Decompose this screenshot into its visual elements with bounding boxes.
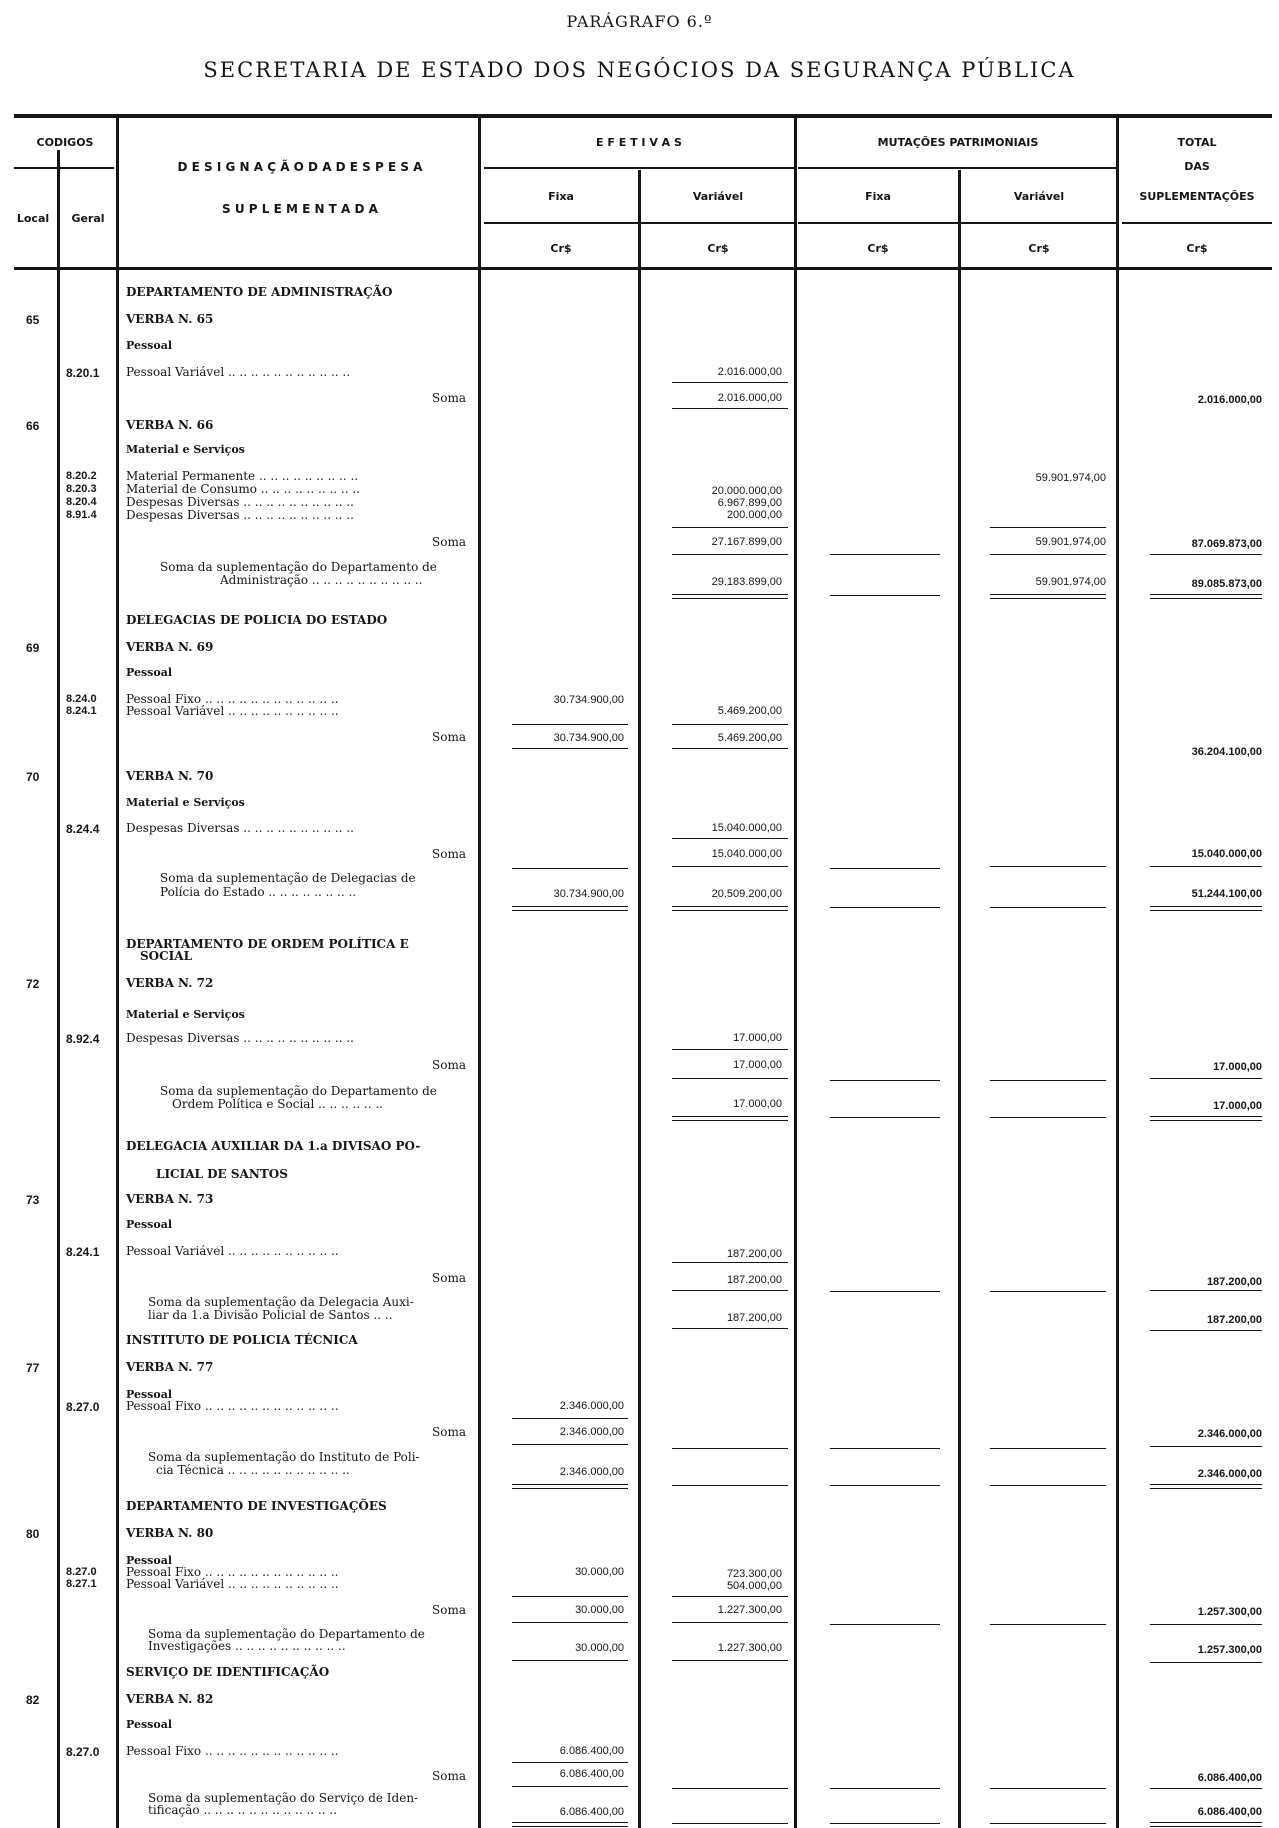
- value-mvariavel: 59.901.974,00: [1035, 576, 1106, 588]
- soma-label: Soma: [432, 1058, 466, 1072]
- geral-code: 8.27.1: [66, 1578, 97, 1590]
- geral-code: 8.27.0: [66, 1400, 100, 1414]
- paragraph-heading: PARÁGRAFO 6.º: [566, 12, 713, 31]
- subtotal-label: tificação .. .. .. .. .. .. .. .. .. .. .. ..: [148, 1803, 337, 1817]
- col-divider-fixa: [638, 170, 641, 1828]
- value-variavel: 5.469.200,00: [717, 705, 782, 717]
- currency-variavel: Cr$: [707, 242, 729, 255]
- geral-code: 8.24.1: [66, 705, 97, 717]
- value-variavel: 2.016.000,00: [717, 392, 782, 404]
- verba-heading: VERBA N. 73: [126, 1192, 214, 1206]
- value-variavel: 1.227.300,00: [717, 1604, 782, 1616]
- subtotal-label: Polícia do Estado .. .. .. .. .. .. .. ..: [160, 885, 357, 899]
- local-code: 69: [26, 641, 40, 655]
- item-label: Despesas Diversas .. .. .. .. .. .. .. .. .. ..: [126, 821, 354, 835]
- local-code: 73: [26, 1193, 40, 1207]
- category-label: Pessoal: [126, 1718, 173, 1731]
- subtotal-label: Soma da suplementação do Serviço de Iden-: [148, 1791, 419, 1805]
- value-fixa: 6.086.400,00: [559, 1806, 624, 1818]
- header-designacao-2: S U P L E M E N T A D A: [222, 202, 378, 216]
- value-variavel: 15.040.000,00: [711, 848, 782, 860]
- geral-code: 8.20.1: [66, 366, 100, 380]
- value-total: 2.346.000,00: [1197, 1428, 1262, 1440]
- header-geral: Geral: [71, 212, 105, 225]
- soma-label: Soma: [432, 1769, 466, 1783]
- geral-code: 8.92.4: [66, 1032, 100, 1046]
- section-heading: LICIAL DE SANTOS: [156, 1167, 288, 1181]
- table-header-rule: [14, 267, 1272, 270]
- item-label: Despesas Diversas .. .. .. .. .. .. .. .. .. ..: [126, 1031, 354, 1045]
- value-total: 51.244.100,00: [1191, 888, 1262, 900]
- value-mvariavel: 59.901.974,00: [1035, 536, 1106, 548]
- header-mutacoes: MUTAÇÕES PATRIMONIAIS: [877, 136, 1039, 149]
- value-fixa: 2.346.000,00: [559, 1466, 624, 1478]
- subtotal-label: Soma da suplementação do Departamento de: [160, 1084, 437, 1098]
- value-fixa: 30.000,00: [575, 1642, 624, 1654]
- category-label: Material e Serviços: [126, 1008, 245, 1021]
- soma-label: Soma: [432, 1271, 466, 1285]
- verba-heading: VERBA N. 70: [126, 769, 214, 783]
- geral-code: 8.91.4: [66, 509, 97, 521]
- col-divider-mfixa: [958, 170, 961, 1828]
- col-divider-total: [1116, 118, 1119, 1828]
- subtotal-label: cia Técnica .. .. .. .. .. .. .. .. .. .. ..: [156, 1463, 350, 1477]
- geral-code: 8.27.0: [66, 1566, 97, 1578]
- value-variavel: 17.000,00: [733, 1032, 782, 1044]
- verba-heading: VERBA N. 82: [126, 1692, 214, 1706]
- header-variavel: Variável: [692, 190, 744, 203]
- local-code: 70: [26, 770, 40, 784]
- item-label: Pessoal Fixo .. .. .. .. .. .. .. .. .. .. .. ..: [126, 1565, 339, 1579]
- value-variavel: 187.200,00: [726, 1248, 782, 1260]
- item-label: Pessoal Fixo .. .. .. .. .. .. .. .. .. .. .. ..: [126, 692, 339, 706]
- section-heading: INSTITUTO DE POLICIA TÉCNICA: [126, 1333, 358, 1347]
- value-total: 1.257.300,00: [1197, 1606, 1262, 1618]
- currency-fixa: Cr$: [550, 242, 572, 255]
- value-total: 89.085.873,00: [1191, 578, 1262, 590]
- soma-label: Soma: [432, 1425, 466, 1439]
- header-codigos: CODIGOS: [36, 136, 94, 149]
- header-total-3: SUPLEMENTAÇÕES: [1139, 190, 1255, 203]
- subtotal-label: Investigações .. .. .. .. .. .. .. .. .. ..: [148, 1639, 346, 1653]
- currency-mvariavel: Cr$: [1028, 242, 1050, 255]
- section-heading: SOCIAL: [140, 949, 193, 963]
- item-label: Despesas Diversas .. .. .. .. .. .. .. .. .. ..: [126, 495, 354, 509]
- geral-code: 8.24.0: [66, 693, 97, 705]
- verba-heading: VERBA N. 72: [126, 976, 214, 990]
- value-total: 187.200,00: [1206, 1314, 1262, 1326]
- col-divider-local: [57, 150, 60, 1828]
- subtotal-label: liar da 1.a Divisão Policial de Santos .. ..: [148, 1308, 393, 1322]
- geral-code: 8.24.4: [66, 822, 100, 836]
- value-variavel: 29.183.899,00: [711, 576, 782, 588]
- item-label: Pessoal Variável .. .. .. .. .. .. .. .. .. .. ..: [126, 365, 351, 379]
- value-variavel: 187.200,00: [726, 1274, 782, 1286]
- currency-total: Cr$: [1186, 242, 1208, 255]
- category-label: Material e Serviços: [126, 796, 245, 809]
- header-efetivas: E F E T I V A S: [596, 136, 682, 149]
- item-label: Pessoal Variável .. .. .. .. .. .. .. .. .. ..: [126, 1244, 339, 1258]
- value-variavel: 27.167.899,00: [711, 536, 782, 548]
- header-total-2: DAS: [1184, 160, 1210, 173]
- section-heading: DEPARTAMENTO DE ADMINISTRAÇÃO: [126, 285, 393, 299]
- category-label: Pessoal: [126, 666, 173, 679]
- local-code: 72: [26, 977, 40, 991]
- section-heading: DELEGACIA AUXILIAR DA 1.a DIVISAO PO-: [126, 1139, 421, 1153]
- value-total: 6.086.400,00: [1197, 1772, 1262, 1784]
- value-variavel: 1.227.300,00: [717, 1642, 782, 1654]
- col-divider-designacao: [478, 118, 481, 1828]
- item-label: Pessoal Fixo .. .. .. .. .. .. .. .. .. .. .. ..: [126, 1399, 339, 1413]
- subtotal-label: Soma da suplementação do Departamento de: [160, 560, 437, 574]
- section-heading: DELEGACIAS DE POLICIA DO ESTADO: [126, 613, 388, 627]
- subtotal-label: Soma da suplementação de Delegacias de: [160, 871, 416, 885]
- value-fixa: 2.346.000,00: [559, 1400, 624, 1412]
- geral-code: 8.20.3: [66, 483, 97, 495]
- value-fixa: 6.086.400,00: [559, 1768, 624, 1780]
- value-variavel: 723.300,00: [726, 1568, 782, 1580]
- local-code: 65: [26, 313, 40, 327]
- geral-code: 8.27.0: [66, 1745, 100, 1759]
- geral-code: 8.24.1: [66, 1245, 100, 1259]
- subtotal-label: Soma da suplementação do Departamento de: [148, 1627, 425, 1641]
- soma-label: Soma: [432, 535, 466, 549]
- value-mvariavel: 59.901.974,00: [1035, 472, 1106, 484]
- local-code: 66: [26, 419, 40, 433]
- currency-mfixa: Cr$: [867, 242, 889, 255]
- subtotal-label: Administração .. .. .. .. .. .. .. .. .. ..: [220, 573, 423, 587]
- value-variavel: 17.000,00: [733, 1059, 782, 1071]
- soma-label: Soma: [432, 391, 466, 405]
- category-label: Material e Serviços: [126, 443, 245, 456]
- value-fixa: 6.086.400,00: [559, 1745, 624, 1757]
- value-variavel: 20.509.200,00: [711, 888, 782, 900]
- geral-code: 8.20.4: [66, 496, 97, 508]
- value-total: 187.200,00: [1206, 1276, 1262, 1288]
- verba-heading: VERBA N. 66: [126, 418, 214, 432]
- value-total: 17.000,00: [1213, 1100, 1262, 1112]
- local-code: 80: [26, 1527, 40, 1541]
- item-label: Pessoal Fixo .. .. .. .. .. .. .. .. .. .. .. ..: [126, 1744, 339, 1758]
- item-label: Material Permanente .. .. .. .. .. .. .. .. ..: [126, 469, 359, 483]
- item-label: Despesas Diversas .. .. .. .. .. .. .. .. .. ..: [126, 508, 354, 522]
- value-fixa: 30.000,00: [575, 1604, 624, 1616]
- table-top-rule: [14, 114, 1272, 118]
- local-code: 77: [26, 1361, 40, 1375]
- verba-heading: VERBA N. 80: [126, 1526, 214, 1540]
- value-total: 17.000,00: [1213, 1061, 1262, 1073]
- value-variavel: 5.469.200,00: [717, 732, 782, 744]
- item-label: Pessoal Variável .. .. .. .. .. .. .. .. .. ..: [126, 1577, 339, 1591]
- value-total: 2.016.000,00: [1197, 394, 1262, 406]
- value-total: 2.346.000,00: [1197, 1468, 1262, 1480]
- subtotal-label: Ordem Política e Social .. .. .. .. .. ..: [172, 1097, 383, 1111]
- value-variavel: 200.000,00: [726, 509, 782, 521]
- value-variavel: 504.000,00: [726, 1580, 782, 1592]
- value-variavel: 17.000,00: [733, 1098, 782, 1110]
- value-fixa: 30.734.900,00: [553, 732, 624, 744]
- subtotal-label: Soma da suplementação do Instituto de Poli-: [148, 1450, 420, 1464]
- category-label: Pessoal: [126, 1218, 173, 1231]
- geral-code: 8.20.2: [66, 470, 97, 482]
- item-label: Pessoal Variável .. .. .. .. .. .. .. .. .. ..: [126, 704, 339, 718]
- section-heading: DEPARTAMENTO DE INVESTIGAÇÕES: [126, 1499, 387, 1513]
- category-label: Pessoal: [126, 1388, 173, 1401]
- value-variavel: 20.000.000,00: [711, 485, 782, 497]
- value-fixa: 30.000,00: [575, 1566, 624, 1578]
- value-fixa: 2.346.000,00: [559, 1426, 624, 1438]
- value-total: 15.040.000,00: [1191, 848, 1262, 860]
- value-total: 87.069.873,00: [1191, 538, 1262, 550]
- header-mvariavel: Variável: [1013, 190, 1065, 203]
- item-label: Material de Consumo .. .. .. .. .. .. .. .. ..: [126, 482, 360, 496]
- category-label: Pessoal: [126, 339, 173, 352]
- header-total-1: TOTAL: [1177, 136, 1217, 149]
- section-heading: DEPARTAMENTO DE ORDEM POLÍTICA E: [126, 937, 409, 951]
- value-variavel: 6.967.899,00: [717, 497, 782, 509]
- local-code: 82: [26, 1693, 40, 1707]
- value-variavel: 187.200,00: [726, 1312, 782, 1324]
- soma-label: Soma: [432, 730, 466, 744]
- subtotal-label: Soma da suplementação da Delegacia Auxi-: [148, 1295, 414, 1309]
- value-total: 36.204.100,00: [1191, 746, 1262, 758]
- header-fixa: Fixa: [548, 190, 574, 203]
- value-variavel: 2.016.000,00: [717, 366, 782, 378]
- value-fixa: 30.734.900,00: [553, 888, 624, 900]
- value-total: 1.257.300,00: [1197, 1644, 1262, 1656]
- section-heading: SERVIÇO DE IDENTIFICAÇÃO: [126, 1665, 330, 1679]
- verba-heading: VERBA N. 69: [126, 640, 214, 654]
- verba-heading: VERBA N. 77: [126, 1360, 214, 1374]
- soma-label: Soma: [432, 847, 466, 861]
- value-total: 6.086.400,00: [1197, 1806, 1262, 1818]
- col-divider-efetivas: [794, 118, 797, 1828]
- header-mfixa: Fixa: [865, 190, 891, 203]
- document-title: SECRETARIA DE ESTADO DOS NEGÓCIOS DA SEGURANÇA PÚBLICA: [203, 58, 1076, 82]
- header-designacao-1: D E S I G N A Ç Ã O D A D E S P E S A: [177, 160, 423, 174]
- value-fixa: 30.734.900,00: [553, 694, 624, 706]
- category-label: Pessoal: [126, 1554, 173, 1567]
- verba-heading: VERBA N. 65: [126, 312, 214, 326]
- soma-label: Soma: [432, 1603, 466, 1617]
- value-variavel: 15.040.000,00: [711, 822, 782, 834]
- col-divider-geral: [116, 118, 119, 1828]
- header-local: Local: [16, 212, 50, 225]
